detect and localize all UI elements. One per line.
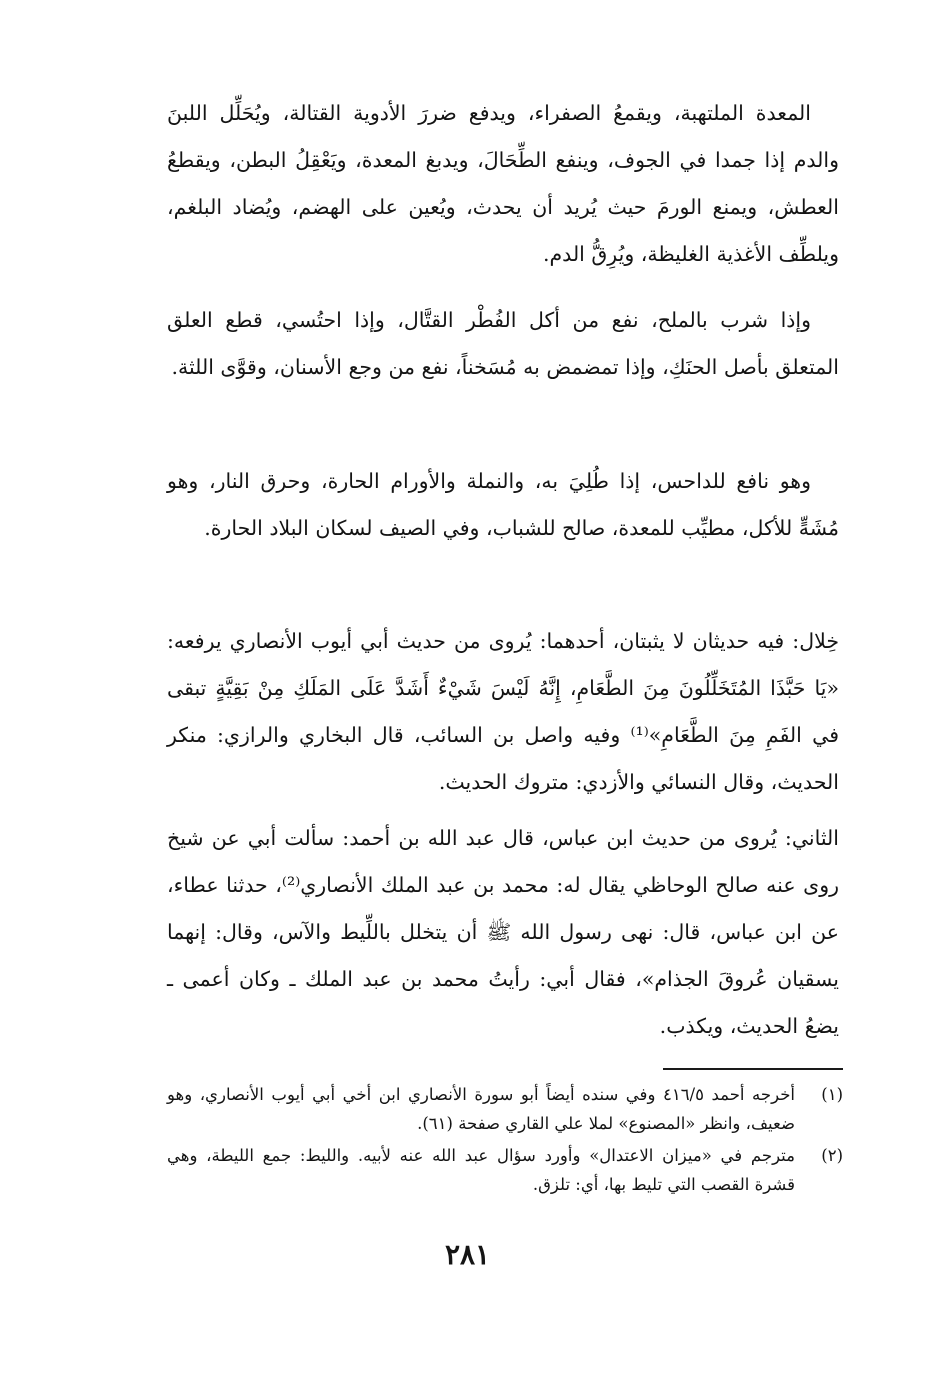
page-number: ٢٨١	[444, 1238, 491, 1271]
body-paragraph-3	[167, 458, 839, 552]
footnotes	[167, 1080, 843, 1202]
body-paragraph-4	[167, 618, 839, 806]
body-paragraph-5	[167, 815, 839, 1050]
paragraph-text: الثاني: يُروى من حديث ابن عباس، قال عبد الله بن أحمد: سألت أبي عن شيخ روى عنه صالح الوحاظي يقال له: محمد بن عبد الملك الأنصاري⁽²⁾، حدثنا عطاء، عن ابن عباس، قال: نهى رسول الله ﷺ أن يتخلل باللِّيط والآس، وقال: إنهما يسقيان عُروقَ الجذام»، فقال أبي: رأيتُ محمد بن عبد الملك ـ وكان أعمى ـ يضعُ الحديث، ويكذب.	[167, 826, 839, 1038]
paragraph-text	[167, 618, 839, 806]
footnote-number: (٢)	[821, 1146, 843, 1165]
paragraph-text: المعدة الملتهبة، ويقمعُ الصفراء، ويدفع ضررَ الأدوية القتالة، ويُحَلِّل اللبنَ والدم إذا جمدا في الجوف، وينفع الطِّحَالَ، ويدبغ المعدة، ويَعْقِلُ البطن، ويقطعُ العطش، ويمنع الورمَ حيث يُريد أن يحدث، ويُعين على الهضم، ويُضاد البلغم، ويلطِّف الأغذية الغليظة، ويُرِقُّ الدم.	[167, 101, 839, 266]
entry-text: فيه حديثان لا يثبتان، أحدهما: يُروى من حديث أبي أيوب الأنصاري يرفعه: «يَا حَبَّذَا المُتَخَلِّلُونَ مِنَ الطَّعَامِ، إِنَّهُ لَيْسَ شَيْءٌ أَشَدَّ عَلَى المَلَكِ مِنْ بَقِيَّةٍ تبقى في الفَمِ مِنَ الطَّعَامِ»⁽¹⁾ وفيه واصل بن السائب، قال البخاري والرازي: منكر الحديث، وقال النسائي والأزدي: متروك الحديث.	[167, 629, 839, 794]
footnote-text: أخرجه أحمد ٤١٦/٥ وفي سنده أيضاً أبو سورة الأنصاري ابن أخي أبي أيوب الأنصاري، وهو ضعيف، وانظر «المصنوع» لملا علي القاري صفحة (٦١).	[167, 1085, 795, 1133]
footnote-1	[167, 1080, 843, 1138]
footnote-text: مترجم في «ميزان الاعتدال» وأورد سؤال عبد الله عنه لأبيه. والليط: جمع الليطة، وهي قشرة القصب التي تليط بها، أي: تلزق.	[167, 1146, 795, 1194]
footnote-separator	[663, 1068, 843, 1070]
footnote-number: (١)	[821, 1085, 843, 1104]
body-paragraph-1	[167, 90, 839, 278]
paragraph-text: وإذا شرب بالملح، نفع من أكل الفُطْر القتَّال، وإذا احتُسي، قطع العلق المتعلق بأصل الحنَكِ، وإذا تمضمض به مُسَخناً، نفع من وجع الأسنان، وقوَّى اللثة.	[167, 308, 839, 379]
entry-heading: خِلال:	[792, 629, 839, 653]
body-paragraph-2	[167, 297, 839, 391]
paragraph-text: وهو نافع للداحس، إذا طُلِيَ به، والنملة والأورام الحارة، وحرق النار، وهو مُشَهٍّ للأكل، مطيِّب للمعدة، صالح للشباب، وفي الصيف لسكان البلاد الحارة.	[167, 469, 839, 540]
footnote-2	[167, 1141, 843, 1199]
